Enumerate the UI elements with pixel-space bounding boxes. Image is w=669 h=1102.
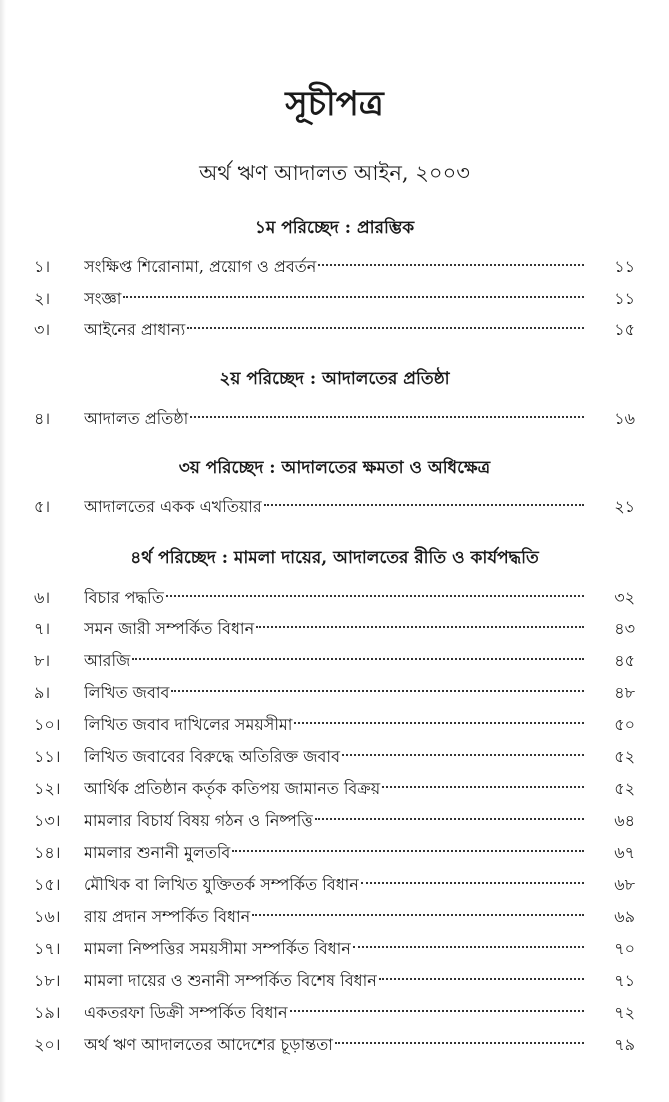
entry-page-number: ৫২ [614,779,635,798]
toc-entry[interactable] [0,404,669,434]
entry-title: মামলা নিষ্পত্তির সময়সীমা সম্পর্কিত বিধান [84,939,351,958]
entry-title: মৌখিক বা লিখিত যুক্তিতর্ক সম্পর্কিত বিধান [84,875,359,894]
entry-page-number: ৫২ [614,747,635,766]
toc-entry[interactable] [0,902,669,932]
dot-leader [256,626,584,628]
dot-leader [335,1042,584,1044]
entry-title: লিখিত জবাবের বিরুদ্ধে অতিরিক্ত জবাব [84,747,340,766]
entry-title: সমন জারী সম্পর্কিত বিধান [84,619,255,638]
entry-page-number: ১৫ [614,320,635,339]
entry-page-number: ১৬ [614,409,635,428]
entry-number: ৭। [34,619,51,638]
dot-leader [171,690,584,692]
entry-page-number: ৬৪ [614,811,635,830]
toc-entry[interactable] [0,284,669,314]
entry-number: ২। [34,289,51,308]
toc-entry[interactable] [0,934,669,964]
entry-title: একতরফা ডিক্রী সম্পর্কিত বিধান [84,1003,288,1022]
dot-leader [318,264,584,266]
dot-leader [187,327,584,329]
entry-page-number: ৭২ [614,1003,635,1022]
entry-number: ১১। [34,747,61,766]
chapter-3-heading: ৩য় পরিচ্ছেদ : আদালতের ক্ষমতা ও অধিক্ষেত্র [178,458,491,478]
entry-number: ৪। [34,409,51,428]
entry-title: লিখিত জবাব [84,683,170,702]
dot-leader [361,882,584,884]
chapter-2-heading: ২য় পরিচ্ছেদ : আদালতের প্রতিষ্ঠা [219,369,450,389]
entry-title: আইনের প্রাধান্য [84,320,186,339]
toc-entry[interactable] [0,315,669,345]
entry-page-number: ১১ [614,289,635,308]
entry-number: ১। [34,257,51,276]
toc-entry[interactable] [0,583,669,613]
dot-leader [315,818,584,820]
toc-entry[interactable] [0,838,669,868]
toc-entry[interactable] [0,646,669,676]
toc-entry[interactable] [0,710,669,740]
entry-number: ১৫। [34,875,61,894]
entry-number: ৩। [34,320,51,339]
entry-page-number: ৭০ [614,939,635,958]
dot-leader [290,1010,584,1012]
entry-number: ১০। [34,715,61,734]
dot-leader [294,722,584,724]
act-title: অর্থ ঋণ আদালত আইন, ২০০৩ [199,161,470,185]
entry-number: ১৭। [34,939,61,958]
entry-page-number: ৬৮ [614,875,635,894]
entry-number: ৫। [34,497,51,516]
entry-number: ১৯। [34,1003,61,1022]
toc-entry[interactable] [0,774,669,804]
toc-entry[interactable] [0,870,669,900]
entry-title: আদালতের একক এখতিয়ার [84,497,262,516]
entry-title: আর্থিক প্রতিষ্ঠান কর্তৃক কতিপয় জামানত বিক্রয় [84,779,381,798]
dot-leader [252,914,584,916]
entry-title: মামলার বিচার্য বিষয় গঠন ও নিষ্পত্তি [84,811,313,830]
dot-leader [232,850,584,852]
entry-number: ১৪। [34,843,61,862]
page-title: সূচীপত্র [285,84,384,124]
entry-title: আরজি [84,651,131,670]
dot-leader [264,504,584,506]
toc-entry[interactable] [0,614,669,644]
entry-number: ৯। [34,683,51,702]
toc-entry[interactable] [0,678,669,708]
entry-number: ৬। [34,588,51,607]
toc-entry[interactable] [0,998,669,1028]
entry-number: ১৩। [34,811,61,830]
toc-entry[interactable] [0,492,669,522]
dot-leader [342,754,584,756]
dot-leader [379,978,584,980]
dot-leader [132,658,584,660]
entry-title: বিচার পদ্ধতি [84,588,164,607]
entry-page-number: ৬৯ [614,907,635,926]
entry-title: অর্থ ঋণ আদালতের আদেশের চূড়ান্ততা [84,1035,333,1054]
dot-leader [166,595,584,597]
toc-entry[interactable] [0,742,669,772]
dot-leader [190,416,584,418]
toc-entry[interactable] [0,1030,669,1060]
entry-page-number: ৭৯ [614,1035,635,1054]
entry-title: মামলার শুনানী মুলতবি [84,843,231,862]
entry-number: ২০। [34,1035,61,1054]
entry-number: ৮। [34,651,51,670]
entry-title: সংক্ষিপ্ত শিরোনামা, প্রয়োগ ও প্রবর্তন [84,257,317,276]
entry-page-number: ৬৭ [614,843,635,862]
entry-title: রায় প্রদান সম্পর্কিত বিধান [84,907,251,926]
entry-page-number: ৪৫ [614,651,635,670]
entry-page-number: ১১ [614,257,635,276]
entry-page-number: ৪৩ [614,619,635,638]
entry-title: মামলা দায়ের ও শুনানী সম্পর্কিত বিশেষ বিধান [84,971,377,990]
entry-page-number: ২১ [614,497,635,516]
dot-leader [353,946,584,948]
chapter-4-heading: ৪র্থ পরিচ্ছেদ : মামলা দায়ের, আদালতের রীতি ও কার্যপদ্ধতি [130,548,539,568]
entry-number: ১২। [34,779,61,798]
entry-number: ১৮। [34,971,61,990]
chapter-1-heading: ১ম পরিচ্ছেদ : প্রারম্ভিক [254,218,415,238]
entry-title: সংজ্ঞা [84,289,122,308]
entry-page-number: ৭১ [614,971,635,990]
toc-entry[interactable] [0,966,669,996]
entry-title: লিখিত জবাব দাখিলের সময়সীমা [84,715,293,734]
toc-entry[interactable] [0,252,669,282]
entry-page-number: ৩২ [614,588,635,607]
entry-title: আদালত প্রতিষ্ঠা [84,409,189,428]
dot-leader [382,786,584,788]
toc-entry[interactable] [0,806,669,836]
entry-number: ১৬। [34,907,61,926]
entry-page-number: ৪৮ [614,683,635,702]
entry-page-number: ৫০ [614,715,635,734]
dot-leader [123,296,584,298]
